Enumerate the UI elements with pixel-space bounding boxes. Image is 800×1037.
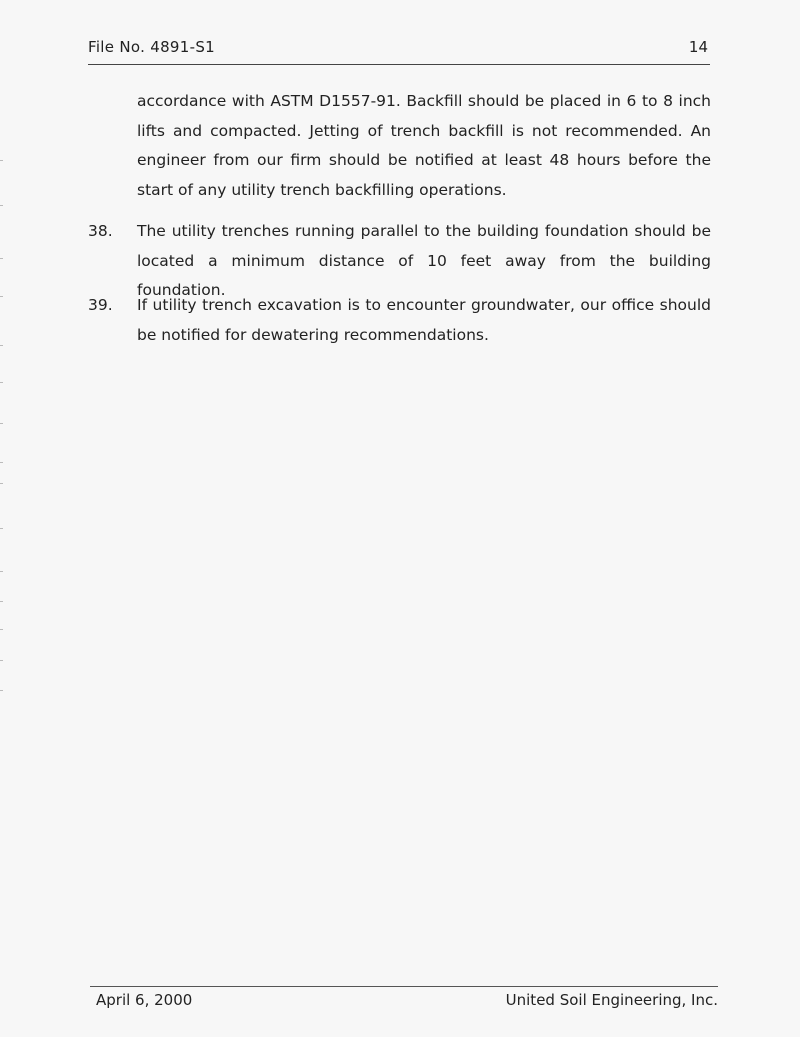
footer-date: April 6, 2000 (96, 991, 193, 1009)
scan-margin-mark (0, 205, 3, 206)
file-number: File No. 4891-S1 (88, 38, 215, 56)
scan-margin-mark (0, 462, 3, 463)
scan-margin-mark (0, 528, 3, 529)
scan-margin-mark (0, 483, 3, 484)
item-number: 39. (88, 296, 113, 314)
scan-margin-mark (0, 629, 3, 630)
scan-margin-mark (0, 296, 3, 297)
scan-margin-mark (0, 160, 3, 161)
item-text: The utility trenches running parallel to the building foundation should be located a minimum distance of 10 feet away from the building foundation. (137, 222, 711, 299)
scan-margin-mark (0, 258, 3, 259)
scan-margin-mark (0, 345, 3, 346)
item-number: 38. (88, 222, 113, 240)
page-header (88, 38, 710, 65)
scan-margin-mark (0, 660, 3, 661)
scan-margin-mark (0, 571, 3, 572)
footer-company: United Soil Engineering, Inc. (505, 991, 718, 1009)
page-number: 14 (688, 38, 708, 56)
scan-margin-mark (0, 690, 3, 691)
scan-margin-mark (0, 601, 3, 602)
continuation-paragraph: accordance with ASTM D1557-91. Backfill should be placed in 6 to 8 inch lifts and compacted. Jetting of trench backfill is not recommended. An engineer from our firm should be notified at least 48 hours before the start of any utility trench backfilling operations. (137, 92, 711, 199)
scan-margin-mark (0, 423, 3, 424)
scan-margin-mark (0, 382, 3, 383)
item-text: If utility trench excavation is to encounter groundwater, our office should be notified for dewatering recommendations. (137, 296, 711, 344)
page-footer (90, 986, 718, 1015)
